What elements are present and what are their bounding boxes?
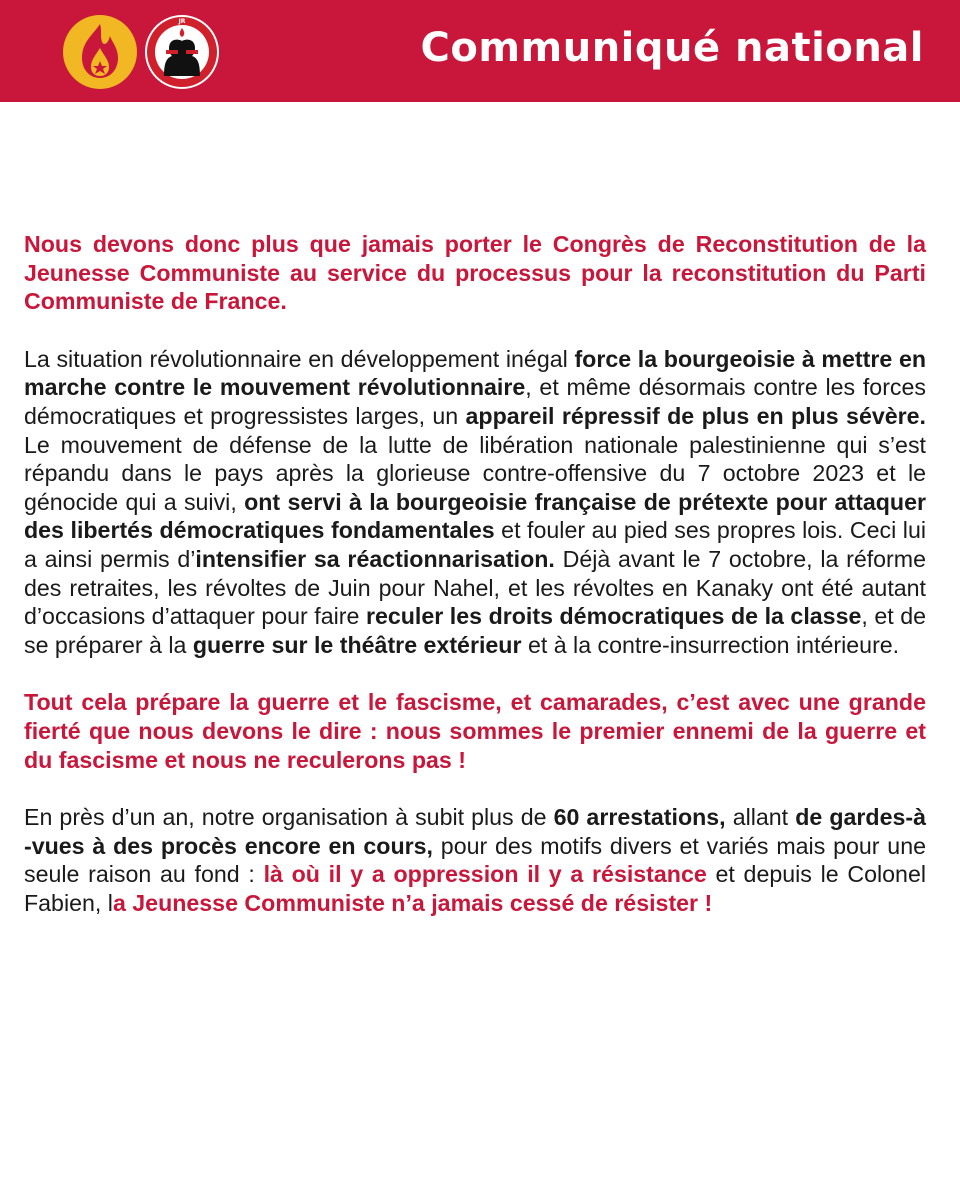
paragraph-intro <box>24 230 926 316</box>
text-segment: , et même désormais contre les forces démocratiques et progressistes larges, un <box>24 374 927 429</box>
paragraph-situation <box>24 345 926 660</box>
bold-segment: ont servi à la bourgeoisie française de prétexte pour attaquer des libertés démocratiques fondamentales <box>24 488 927 544</box>
text-segment: et à la contre-insurrection intérieure. <box>521 631 900 658</box>
text-segment: et fouler au pied ses propres lois. Ceci lui a ainsi permis d’ <box>24 517 926 572</box>
text-segment: La situation révolutionnaire en développement inégal <box>24 345 575 372</box>
text-segment: En près d’un an, notre organisation à subit plus de <box>24 804 554 831</box>
page-title: Communiqué national <box>420 25 924 71</box>
text-segment: Le mouvement de défense de la lutte de libération nationale palestinienne qui s’est répandu dans le pays après la glorieuse contre-offensive du 7 octobre 2023 et le génocide qui a suivi, <box>24 431 926 515</box>
red-bold-segment: là où il y a oppression il y a résistance <box>263 861 707 888</box>
bold-segment: intensifier sa réactionnarisation. <box>195 545 555 572</box>
svg-text:JR: JR <box>178 18 186 25</box>
communique-body <box>24 230 926 946</box>
bold-segment: reculer les droits démocratiques de la classe <box>365 603 862 630</box>
text-segment: et depuis le Colonel Fabien, l <box>24 861 926 916</box>
text-segment: Nous devons donc plus que jamais porter le Congrès de Reconstitution de la Jeunesse Communiste au service du processus pour la reconstitution du Parti Communiste de France. <box>24 231 926 315</box>
jeunes-revolutionnaires-logo-icon <box>144 14 220 90</box>
bold-segment: de gardes-à -vues à des procès encore en cours, <box>24 804 926 859</box>
text-segment: Tout cela prépare la guerre et le fascisme, et camarades, c’est avec une grande fierté que nous devons le dire : nous sommes le premier ennemi de la guerre et du fascisme et nous ne reculerons pas ! <box>24 689 926 773</box>
bold-segment: 60 arrestations, <box>553 804 726 831</box>
text-segment: pour des motifs divers et variés mais pour une seule raison au fond : <box>24 832 926 888</box>
red-bold-segment: a Jeunesse Communiste n’a jamais cessé de résister ! <box>112 889 713 916</box>
flame-star-logo-icon <box>62 14 138 90</box>
paragraph-war-fascism <box>24 688 926 774</box>
text-segment: allant <box>725 804 796 831</box>
bold-segment: force la bourgeoisie à mettre en marche contre le mouvement révolutionnaire <box>24 345 926 401</box>
bold-segment: appareil répressif de plus en plus sévère. <box>465 402 926 429</box>
text-segment: Déjà avant le 7 octobre, la réforme des retraites, les révoltes de Juin pour Nahel, et les révoltes en Kanaky ont été autant d’occasions d’attaquer pour faire <box>24 545 926 630</box>
bold-segment: guerre sur le théâtre extérieur <box>192 631 522 658</box>
paragraph-arrests <box>24 803 926 917</box>
text-segment: , et de se préparer à la <box>24 603 926 658</box>
header-banner <box>0 0 960 102</box>
